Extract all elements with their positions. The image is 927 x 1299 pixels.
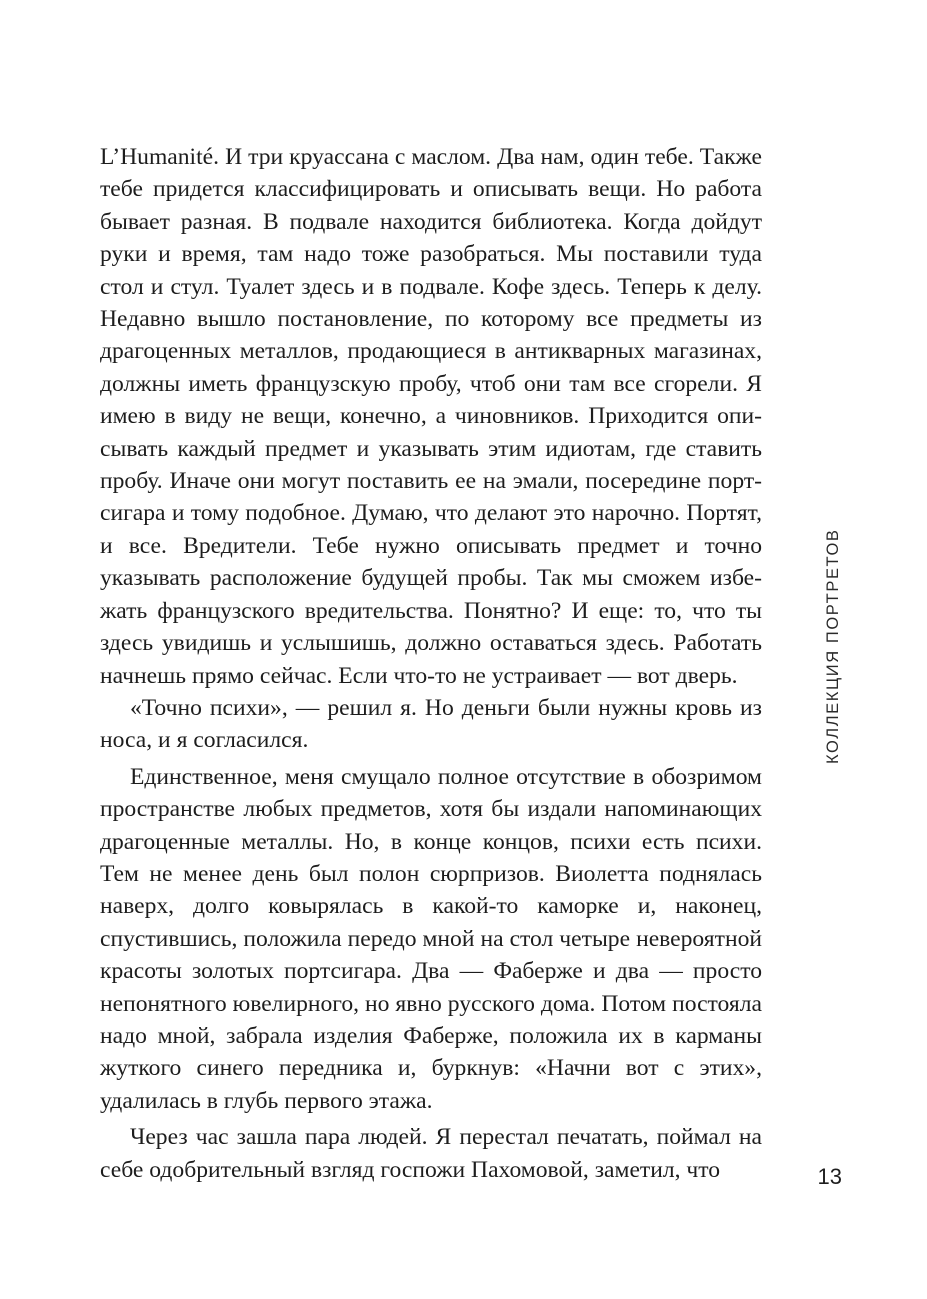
paragraph-2: «Точно психи», — решил я. Но деньги были нужны кровь из носа, и я согласился. [100,694,762,754]
paragraph-4: Через час зашла пара людей. Я перестал печатать, поймал на себе одобрительный взгляд госпожи Пахомовой, заметил, что [100,1124,762,1183]
running-title: КОЛЛЕКЦИЯ ПОРТРЕТОВ [824,528,842,764]
paragraph-1: L’Humanité. И три круассана с маслом. Два нам, один тебе. Также тебе придется классифицировать и описывать вещи. Но работа бывает разная. В подвале находится библиотека. Когда дойдут руки и время, там надо тоже разобраться. Мы поставили туда стол и стул. Туалет здесь и в подвале. Кофе здесь. Теперь к делу. Недавно вышло постановление, по которому все предметы из драгоценных металлов, продающиеся в антикварных магазинах, должны иметь французскую пробу, чтоб они там все сгорели. Я имею в виду не вещи, конечно, а чиновников. Приходится описывать каждый предмет и указывать этим идиотам, где ставить пробу. Иначе они могут поставить ее на эмали, посередине портсигара и тому подобное. Думаю, что делают это нарочно. Портят, и все. Вредители. Тебе нужно описывать предмет и точно указывать расположение будущей пробы. Так мы сможем избежать французского вредительства. Понятно? И еще: то, что ты здесь увидишь и услышишь, должно оставаться здесь. Работать начнешь прямо сейчас. Если что-то не устраивает — вот дверь. [100,144,762,689]
page-number: 13 [817,1164,842,1189]
paragraph-3: Единственное, меня смущало полное отсутствие в обозримом пространстве любых предметов, хотя бы издали напоминающих драгоценные металлы. Но, в конце концов, психи есть психи. Тем не менее день был полон сюрпризов. Виолетта поднялась наверх, долго ковырялась в какой-то каморке и, наконец, спустившись, положила передо мной на стол четыре невероятной красоты золотых портсигара. Два — Фаберже и два — просто непонятного ювелирного, но явно русского дома. Потом постояла надо мной, забрала изделия Фаберже, положила их в карманы жуткого синего передника и, буркнув: «Начни вот с этих», удалилась в глубь первого этажа. [100,763,762,1114]
body-text [100,141,762,1186]
